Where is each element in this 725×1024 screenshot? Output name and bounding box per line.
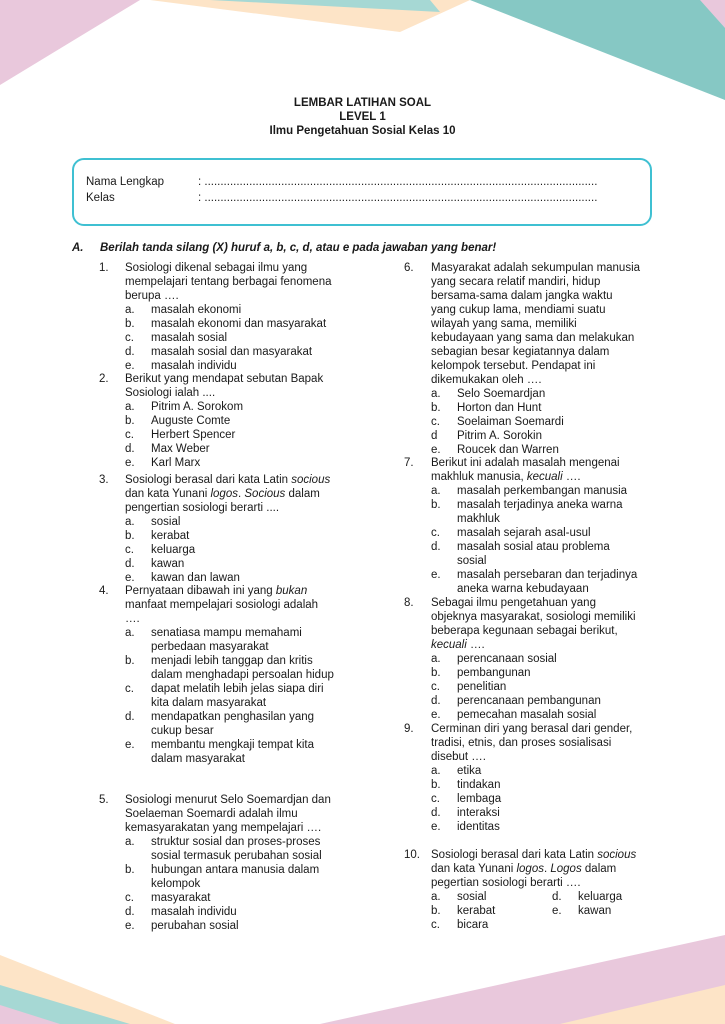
answer-option[interactable]: [125, 359, 347, 373]
question-text: [125, 793, 347, 835]
class-field[interactable]: : ...........................................................................................................................: [198, 192, 598, 204]
option-text: [151, 835, 347, 863]
question-text-line: kemasyarakatan yang mempelajari ….: [125, 822, 322, 834]
option-text-line: struktur sosial dan proses-proses: [151, 836, 321, 848]
question-text: [125, 372, 347, 400]
option-text: [151, 738, 347, 766]
answer-option[interactable]: [125, 905, 347, 919]
option-text-line: Pitrim A. Sorokin: [457, 430, 542, 442]
option-letter: a.: [125, 627, 135, 639]
option-text-line: masalah ekonomi dan masyarakat: [151, 318, 327, 330]
option-text: [151, 710, 347, 738]
answer-option[interactable]: [431, 401, 654, 415]
answer-option[interactable]: [125, 428, 347, 442]
answer-option[interactable]: [125, 529, 347, 543]
answer-option[interactable]: [431, 680, 654, 694]
option-text: [151, 891, 347, 905]
option-text-line: kita dalam masyarakat: [151, 697, 267, 709]
option-letter: d.: [431, 541, 441, 553]
option-text: [457, 764, 654, 778]
question-number: 5.: [99, 794, 109, 806]
option-text-line: masalah sosial atau problema: [457, 541, 610, 553]
answer-options: [431, 764, 654, 834]
name-field[interactable]: : ...........................................................................................................................: [198, 176, 598, 188]
option-text-line: identitas: [457, 821, 500, 833]
option-text: [457, 387, 654, 401]
answer-option[interactable]: [125, 557, 347, 571]
option-text: [151, 863, 347, 891]
answer-options: [125, 835, 347, 933]
option-letter: e.: [125, 457, 135, 469]
answer-option[interactable]: [125, 571, 347, 585]
option-text: [457, 694, 654, 708]
question-text-line: pengertian sosiologi berarti ....: [125, 502, 280, 514]
question-text: [431, 456, 654, 484]
option-text: [457, 806, 654, 820]
question-text: [125, 473, 347, 515]
question-text-line: ….: [125, 613, 140, 625]
option-text: [457, 820, 654, 834]
question-text-line: Sebagai ilmu pengetahuan yang: [431, 597, 596, 609]
question-text-line: beberapa kegunaan sebagai berikut,: [431, 625, 618, 637]
question-text: [125, 261, 347, 303]
question-text-line: makhluk manusia, kecuali ….: [431, 471, 581, 483]
option-text: [151, 456, 347, 470]
option-text-line: mendapatkan penghasilan yang: [151, 711, 315, 723]
question-text-line: dikemukakan oleh ….: [431, 374, 542, 386]
question-text: [431, 848, 654, 890]
question-number: 4.: [99, 585, 109, 597]
question-text-line: yang secara relatif mandiri, hidup: [431, 276, 601, 288]
option-text-line: kawan dan lawan: [151, 572, 240, 584]
option-letter: e.: [552, 905, 562, 917]
name-label: Nama Lengkap: [86, 176, 164, 188]
option-text-line: masalah individu: [151, 906, 237, 918]
instruction-text: Berilah tanda silang (X) huruf a, b, c, d, atau e pada jawaban yang benar!: [100, 242, 497, 254]
answer-options: [431, 484, 654, 596]
option-text-line: tindakan: [457, 779, 501, 791]
option-text-line: kerabat: [151, 530, 190, 542]
question-text: [431, 596, 654, 652]
answer-option[interactable]: [431, 820, 654, 834]
option-text-line: masalah terjadinya aneka warna: [457, 499, 623, 511]
option-text-line: pembangunan: [457, 667, 531, 679]
option-text: [151, 400, 347, 414]
option-letter: c.: [125, 332, 134, 344]
answer-option[interactable]: [125, 400, 347, 414]
option-text-line: lembaga: [457, 793, 502, 805]
answer-option[interactable]: [431, 526, 654, 540]
option-letter: c.: [431, 527, 440, 539]
answer-options: [125, 303, 347, 373]
option-letter: a.: [431, 891, 441, 903]
option-text: [151, 428, 347, 442]
option-text: bicara: [457, 919, 489, 931]
answer-option[interactable]: [431, 415, 654, 429]
option-text-line: masalah persebaran dan terjadinya: [457, 569, 638, 581]
worksheet-title: LEMBAR LATIHAN SOAL: [293, 97, 432, 109]
option-letter: b.: [431, 667, 441, 679]
option-letter: e.: [125, 739, 135, 751]
option-text-line: dalam menghadapi persoalan hidup: [151, 669, 334, 681]
option-text: [457, 526, 654, 540]
option-letter: d: [431, 430, 438, 442]
option-text-line: perencanaan sosial: [457, 653, 557, 665]
answer-option[interactable]: [125, 738, 347, 766]
option-text: [151, 919, 347, 933]
question-text-line: yang cukup lama, mendiami suatu: [431, 304, 606, 316]
option-letter: b.: [125, 530, 135, 542]
student-identity-box: [72, 158, 652, 226]
option-text: [457, 415, 654, 429]
question-text-line: pegertian sosiologi berarti ….: [431, 877, 581, 889]
option-text-line: Selo Soemardjan: [457, 388, 546, 400]
answer-option[interactable]: [431, 568, 654, 596]
answer-option[interactable]: [125, 543, 347, 557]
question-text: [431, 722, 654, 764]
option-letter: a.: [431, 653, 441, 665]
option-text-line: sosial: [457, 555, 487, 567]
answer-options: [125, 400, 347, 470]
option-text: [457, 401, 654, 415]
option-text: [457, 484, 654, 498]
option-letter: c.: [431, 793, 440, 805]
answer-option[interactable]: [125, 331, 347, 345]
option-letter: e.: [125, 360, 135, 372]
option-text-line: hubungan antara manusia dalam: [151, 864, 320, 876]
question-text-line: Sosiologi berasal dari kata Latin socious: [125, 474, 331, 486]
option-letter: d.: [125, 346, 135, 358]
option-letter: d.: [431, 807, 441, 819]
question-text: [431, 261, 654, 387]
option-letter: b.: [125, 318, 135, 330]
answer-option[interactable]: [125, 626, 347, 654]
question-text-line: sebagian besar kegiatannya dalam: [431, 346, 610, 358]
option-text-line: masalah individu: [151, 360, 237, 372]
option-text: [151, 682, 347, 710]
question-text-line: berupa ….: [125, 290, 179, 302]
option-letter: e.: [125, 572, 135, 584]
option-text-line: masalah sejarah asal-usul: [457, 527, 591, 539]
worksheet-level: LEVEL 1: [339, 111, 386, 123]
question-number: 6.: [404, 262, 414, 274]
question-text-line: dan kata Yunani logos. Socious dalam: [125, 488, 320, 500]
option-text-line: perbedaan masyarakat: [151, 641, 269, 653]
option-letter: a.: [431, 388, 441, 400]
option-letter: c.: [125, 429, 134, 441]
answer-option[interactable]: [431, 806, 654, 820]
question-text-line: Masyarakat adalah sekumpulan manusia: [431, 262, 641, 274]
option-text: [457, 498, 654, 526]
question-number: 9.: [404, 723, 414, 735]
option-text: [457, 443, 654, 457]
answer-option[interactable]: [125, 919, 347, 933]
option-text-line: Max Weber: [151, 443, 210, 455]
option-letter: d.: [125, 443, 135, 455]
question-text-line: manfaat mempelajari sosiologi adalah: [125, 599, 319, 611]
question-text-line: Sosiologi menurut Selo Soemardjan dan: [125, 794, 331, 806]
option-text-line: Pitrim A. Sorokom: [151, 401, 244, 413]
answer-option[interactable]: [431, 764, 654, 778]
option-letter: b.: [431, 499, 441, 511]
answer-option[interactable]: [431, 666, 654, 680]
option-text-line: Karl Marx: [151, 457, 201, 469]
option-text: [151, 331, 347, 345]
option-letter: b.: [125, 655, 135, 667]
option-letter: d.: [125, 711, 135, 723]
section-instruction: [72, 241, 672, 255]
option-text: [457, 708, 654, 722]
option-text: [151, 571, 347, 585]
option-text-line: dalam masyarakat: [151, 753, 245, 765]
option-text-line: Herbert Spencer: [151, 429, 236, 441]
option-text: sosial: [457, 891, 487, 903]
answer-option[interactable]: [125, 891, 347, 905]
option-text-line: masalah sosial dan masyarakat: [151, 346, 313, 358]
answer-option[interactable]: [125, 345, 347, 359]
answer-option[interactable]: [125, 682, 347, 710]
question-text-line: kecuali ….: [431, 639, 485, 651]
question-text-line: Sosiologi berasal dari kata Latin socious: [431, 849, 637, 861]
worksheet-subject: Ilmu Pengetahuan Sosial Kelas 10: [269, 125, 456, 137]
option-text-line: pemecahan masalah sosial: [457, 709, 597, 721]
option-letter: e.: [431, 444, 441, 456]
question-text-line: mempelajari tentang berbagai fenomena: [125, 276, 332, 288]
option-text-line: makhluk: [457, 513, 500, 525]
option-text-line: keluarga: [151, 544, 196, 556]
option-text: [151, 654, 347, 682]
option-letter: e.: [431, 821, 441, 833]
option-letter: d.: [552, 891, 562, 903]
question-text-line: Berikut ini adalah masalah mengenai: [431, 457, 620, 469]
question-text-line: disebut ….: [431, 751, 486, 763]
answer-option[interactable]: [431, 498, 654, 526]
option-text-line: dapat melatih lebih jelas siapa diri: [151, 683, 324, 695]
class-label: Kelas: [86, 192, 115, 204]
option-letter: c.: [125, 892, 134, 904]
answer-option[interactable]: [125, 303, 347, 317]
option-text-line: menjadi lebih tanggap dan kritis: [151, 655, 313, 667]
option-text: kawan: [578, 905, 612, 917]
option-letter: b.: [125, 864, 135, 876]
option-text: [151, 359, 347, 373]
option-letter: a.: [125, 304, 135, 316]
option-text-line: Soelaiman Soemardi: [457, 416, 564, 428]
option-text-line: masalah ekonomi: [151, 304, 242, 316]
option-text-line: perubahan sosial: [151, 920, 239, 932]
question-text-line: Cerminan diri yang berasal dari gender,: [431, 723, 633, 735]
option-text: kerabat: [457, 905, 496, 917]
answer-option[interactable]: [431, 652, 654, 666]
option-text-line: kelompok: [151, 878, 201, 890]
option-letter: d.: [125, 558, 135, 570]
question-text-line: Pernyataan dibawah ini yang bukan: [125, 585, 308, 597]
question-text: [125, 584, 347, 626]
option-text: [151, 442, 347, 456]
option-letter: a.: [431, 485, 441, 497]
option-text-line: sosial termasuk perubahan sosial: [151, 850, 322, 862]
option-text: [457, 429, 654, 443]
option-letter: b.: [431, 905, 441, 917]
option-letter: a.: [125, 401, 135, 413]
answer-option[interactable]: [125, 414, 347, 428]
answer-options: [125, 626, 347, 766]
option-text-line: Auguste Comte: [151, 415, 231, 427]
question-text-line: objeknya masyarakat, sosiologi memiliki: [431, 611, 636, 623]
section-letter: A.: [72, 242, 84, 254]
answer-option[interactable]: [125, 317, 347, 331]
answer-option[interactable]: [431, 540, 654, 568]
option-text-line: cukup besar: [151, 725, 214, 737]
option-text-line: kawan: [151, 558, 185, 570]
question-text-line: kebudayaan yang sama dan melakukan: [431, 332, 635, 344]
question-number: 2.: [99, 373, 109, 385]
option-text-line: penelitian: [457, 681, 507, 693]
option-text: keluarga: [578, 891, 623, 903]
option-letter: b.: [125, 415, 135, 427]
option-letter: b.: [431, 779, 441, 791]
option-letter: e.: [431, 569, 441, 581]
option-text-line: masalah perkembangan manusia: [457, 485, 628, 497]
option-text: [457, 568, 654, 596]
question-number: 10.: [404, 849, 420, 861]
option-letter: b.: [431, 402, 441, 414]
option-letter: c.: [431, 919, 440, 931]
answer-option[interactable]: [431, 429, 654, 443]
option-text-line: masalah sosial: [151, 332, 228, 344]
option-letter: a.: [125, 836, 135, 848]
option-text-line: masyarakat: [151, 892, 211, 904]
option-text-line: Roucek dan Warren: [457, 444, 559, 456]
answer-option[interactable]: [431, 708, 654, 722]
option-letter: c.: [431, 416, 440, 428]
answer-option[interactable]: [125, 863, 347, 891]
option-text: [457, 652, 654, 666]
option-text: [457, 680, 654, 694]
option-text-line: etika: [457, 765, 482, 777]
option-text: [151, 529, 347, 543]
answer-option[interactable]: [431, 694, 654, 708]
option-text: [457, 540, 654, 568]
answer-option[interactable]: [125, 654, 347, 682]
option-text-line: perencanaan pembangunan: [457, 695, 601, 707]
question-text-line: dan kata Yunani logos. Logos dalam: [431, 863, 617, 875]
option-text: [151, 905, 347, 919]
answer-option[interactable]: [125, 515, 347, 529]
option-text: [151, 345, 347, 359]
answer-options: [431, 652, 654, 722]
question-number: 8.: [404, 597, 414, 609]
question-text-line: Berikut yang mendapat sebutan Bapak: [125, 373, 324, 385]
option-text-line: aneka warna kebudayaan: [457, 583, 589, 595]
option-text-line: Horton dan Hunt: [457, 402, 542, 414]
option-text: [151, 543, 347, 557]
option-letter: e.: [125, 920, 135, 932]
option-letter: c.: [125, 683, 134, 695]
option-letter: c.: [125, 544, 134, 556]
answer-option[interactable]: [125, 442, 347, 456]
option-letter: a.: [125, 516, 135, 528]
question-text-line: wilayah yang sama, memiliki: [431, 318, 577, 330]
option-text: [151, 626, 347, 654]
question-text-line: tradisi, etnis, dan proses sosialisasi: [431, 737, 612, 749]
option-text-line: interaksi: [457, 807, 500, 819]
question-text-line: Sosiologi dikenal sebagai ilmu yang: [125, 262, 308, 274]
answer-option[interactable]: [431, 792, 654, 806]
option-text: [151, 515, 347, 529]
answer-option[interactable]: [125, 835, 347, 863]
worksheet-header: [0, 96, 725, 138]
option-letter: d.: [431, 695, 441, 707]
answer-option[interactable]: [431, 387, 654, 401]
question-number: 3.: [99, 474, 109, 486]
answer-option[interactable]: [431, 484, 654, 498]
option-text: [151, 414, 347, 428]
option-letter: c.: [431, 681, 440, 693]
question-text-line: Sosiologi ialah ....: [125, 387, 216, 399]
answer-option[interactable]: [125, 456, 347, 470]
answer-option[interactable]: [125, 710, 347, 738]
option-text: [457, 792, 654, 806]
question-text-line: kelompok tersebut. Pendapat ini: [431, 360, 596, 372]
option-text: [457, 666, 654, 680]
option-text: [151, 303, 347, 317]
question-text-line: Soelaeman Soemardi adalah ilmu: [125, 808, 298, 820]
question-number: 7.: [404, 457, 414, 469]
option-letter: d.: [125, 906, 135, 918]
option-text: [457, 778, 654, 792]
option-letter: a.: [431, 765, 441, 777]
answer-option[interactable]: [431, 778, 654, 792]
option-text: [151, 317, 347, 331]
question-text-line: bersama-sama dalam jangka waktu: [431, 290, 613, 302]
question-number: 1.: [99, 262, 109, 274]
answer-options: [125, 515, 347, 585]
answer-option[interactable]: [431, 443, 654, 457]
answer-options: [431, 387, 654, 457]
option-text-line: sosial: [151, 516, 181, 528]
option-letter: e.: [431, 709, 441, 721]
option-text-line: senatiasa mampu memahami: [151, 627, 302, 639]
option-text: [151, 557, 347, 571]
option-text-line: membantu mengkaji tempat kita: [151, 739, 314, 751]
